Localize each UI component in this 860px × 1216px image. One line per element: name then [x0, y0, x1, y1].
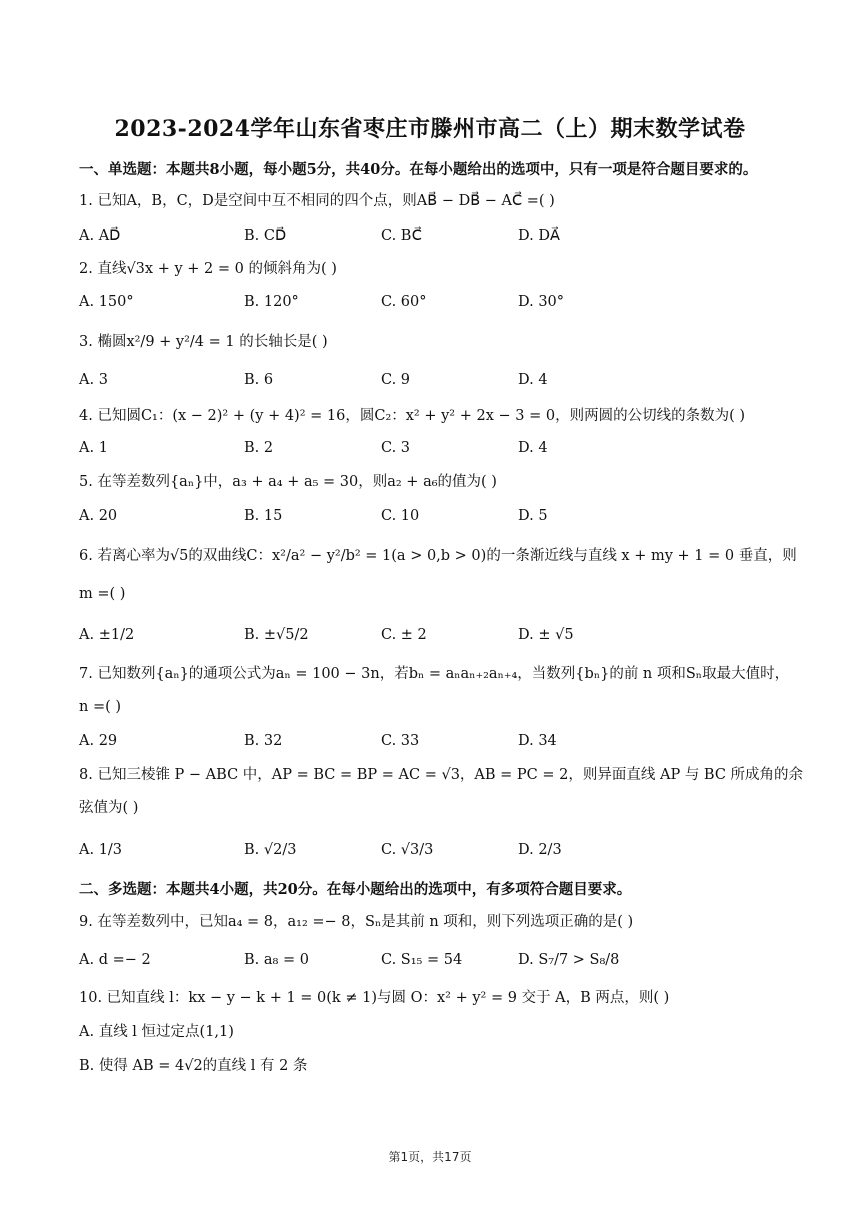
question-3-option-a: A. 3 [79, 372, 108, 388]
question-5-option-a: A. 20 [79, 508, 118, 524]
question-3-option-c: C. 9 [381, 372, 411, 388]
question-9-option-b: B. a₈ = 0 [244, 952, 309, 968]
question-7-option-b: B. 32 [244, 733, 283, 749]
question-3-option-b: B. 6 [244, 372, 274, 388]
question-9-stem: 9. 在等差数列中，已知a₄ = 8，a₁₂ =− 8，Sₙ是其前 n 项和，则下列选项正确的是( ) [79, 914, 634, 930]
question-4-stem: 4. 已知圆C₁：(x − 2)² + (y + 4)² = 16，圆C₂：x² + y² + 2x − 3 = 0，则两圆的公切线的条数为( ) [79, 408, 745, 424]
question-7-option-c: C. 33 [381, 733, 420, 749]
question-1-option-c: C. BC⃗ [381, 228, 422, 244]
question-2-option-c: C. 60° [381, 294, 427, 310]
page-footer: 第1页，共17页 [388, 1150, 472, 1164]
section-heading-single-choice: 一、单选题：本题共8小题，每小题5分，共40分。在每小题给出的选项中，只有一项是符合题目要求的。 [79, 161, 758, 178]
question-6-option-c: C. ± 2 [381, 627, 427, 643]
question-5-option-c: C. 10 [381, 508, 420, 524]
question-4-option-b: B. 2 [244, 440, 274, 456]
question-2-option-d: D. 30° [518, 294, 565, 310]
question-1-option-d: D. DA⃗ [518, 228, 560, 244]
exam-title: 2023-2024学年山东省枣庄市滕州市高二（上）期末数学试卷 [114, 116, 746, 142]
question-6-stem-cont: m =( ) [79, 586, 126, 602]
question-9-option-a: A. d =− 2 [79, 952, 151, 968]
question-4-option-d: D. 4 [518, 440, 548, 456]
section-heading-multi-choice: 二、多选题：本题共4小题，共20分。在每小题给出的选项中，有多项符合题目要求。 [79, 881, 632, 898]
question-8-option-d: D. 2/3 [518, 842, 562, 858]
question-5-stem: 5. 在等差数列{aₙ}中，a₃ + a₄ + a₅ = 30，则a₂ + a₆的值为( ) [79, 474, 497, 490]
question-6-option-d: D. ± √5 [518, 627, 574, 643]
question-5-option-d: D. 5 [518, 508, 548, 524]
question-1-option-b: B. CD⃗ [244, 228, 287, 244]
question-6-option-a: A. ±1/2 [79, 627, 135, 643]
question-7-option-d: D. 34 [518, 733, 557, 749]
question-8-option-b: B. √2/3 [244, 842, 297, 858]
question-4-option-c: C. 3 [381, 440, 411, 456]
question-3-option-d: D. 4 [518, 372, 548, 388]
question-3-stem: 3. 椭圆x²/9 + y²/4 = 1 的长轴长是( ) [79, 334, 328, 350]
question-10-option-b: B. 使得 AB = 4√2的直线 l 有 2 条 [79, 1058, 308, 1074]
question-7-stem-cont: n =( ) [79, 699, 122, 715]
question-6-stem: 6. 若离心率为√5的双曲线C：x²/a² − y²/b² = 1(a > 0,b > 0)的一条渐近线与直线 x + my + 1 = 0 垂直，则 [79, 548, 797, 564]
question-2-option-b: B. 120° [244, 294, 299, 310]
question-9-option-d: D. S₇/7 > S₈/8 [518, 952, 620, 968]
question-8-option-a: A. 1/3 [79, 842, 123, 858]
question-1-stem: 1. 已知A，B，C，D是空间中互不相同的四个点，则AB⃗ − DB⃗ − AC⃗ =( ) [79, 193, 555, 209]
question-9-option-c: C. S₁₅ = 54 [381, 952, 463, 968]
question-6-option-b: B. ±√5/2 [244, 627, 309, 643]
question-5-option-b: B. 15 [244, 508, 283, 524]
question-7-stem: 7. 已知数列{aₙ}的通项公式为aₙ = 100 − 3n，若bₙ = aₙaₙ₊₂aₙ₊₄，当数列{bₙ}的前 n 项和Sₙ取最大值时， [79, 666, 790, 682]
question-8-stem: 8. 已知三棱锥 P − ABC 中，AP = BC = BP = AC = √3，AB = PC = 2，则异面直线 AP 与 BC 所成角的余 [79, 767, 804, 783]
question-4-option-a: A. 1 [79, 440, 108, 456]
question-2-stem: 2. 直线√3x + y + 2 = 0 的倾斜角为( ) [79, 261, 337, 277]
question-10-stem: 10. 已知直线 l：kx − y − k + 1 = 0(k ≠ 1)与圆 O：x² + y² = 9 交于 A，B 两点，则( ) [79, 990, 670, 1006]
question-2-option-a: A. 150° [79, 294, 134, 310]
question-7-option-a: A. 29 [79, 733, 118, 749]
question-10-option-a: A. 直线 l 恒过定点(1,1) [79, 1024, 234, 1040]
question-8-option-c: C. √3/3 [381, 842, 434, 858]
question-8-stem-cont: 弦值为( ) [79, 800, 139, 816]
question-1-option-a: A. AD⃗ [79, 228, 121, 244]
